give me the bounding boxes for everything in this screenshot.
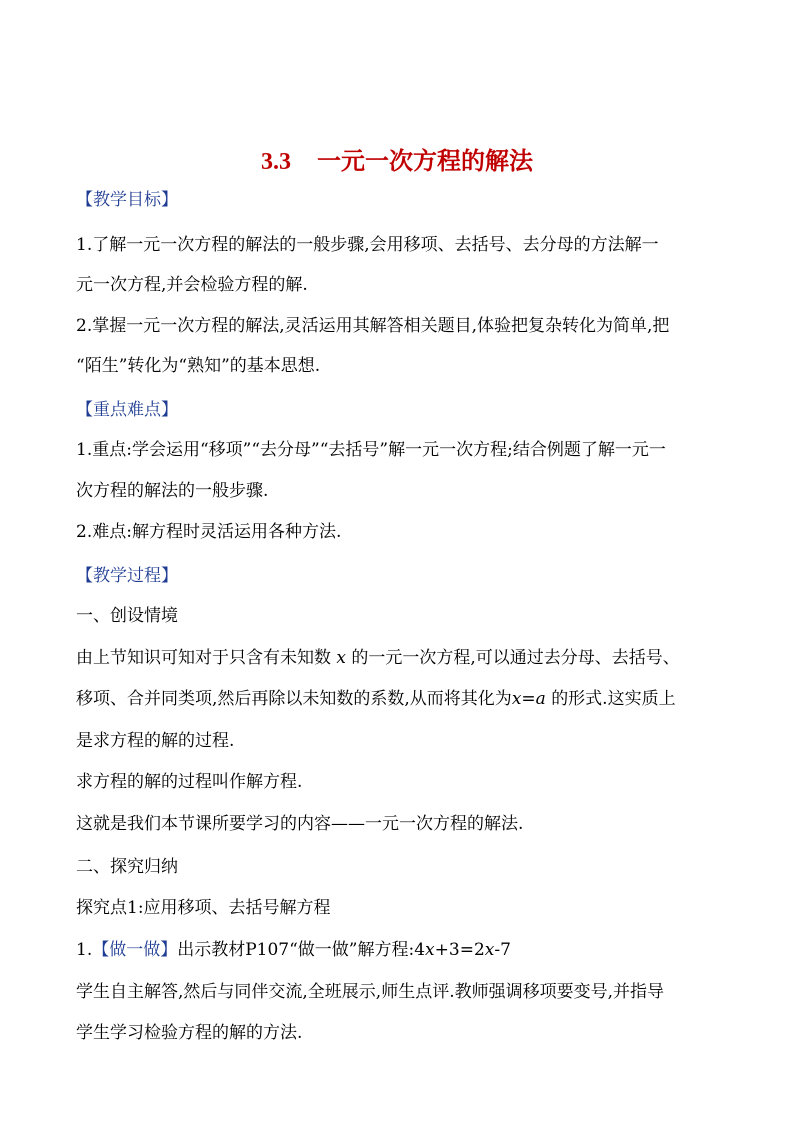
title-text: 一元一次方程的解法	[317, 146, 533, 175]
process-heading: 【教学过程】	[76, 566, 178, 586]
do-text-c: -7	[494, 940, 511, 960]
goal-1-line-2: 元一次方程,并会检验方程的解.	[76, 275, 308, 295]
p1-text-b: 的一元一次方程,可以通过去分母、去括号、	[351, 648, 680, 668]
key-1-line-1: 1.重点:学会运用“移项”“去分母”“去括号”解一元一次方程;结合例题了解一元一	[76, 440, 666, 460]
explore-point-1: 探究点1:应用移项、去括号解方程	[76, 898, 331, 918]
paragraph-1-line-1	[76, 646, 680, 670]
do-text-a: 出示教材P107“做一做”解方程:4	[177, 940, 426, 960]
goal-1-line-1: 1.了解一元一次方程的解法的一般步骤,会用移项、去括号、去分母的方法解一	[76, 235, 659, 255]
goals-heading: 【教学目标】	[76, 190, 178, 210]
key-points-heading: 【重点难点】	[76, 400, 178, 420]
key-1-line-2: 次方程的解法的一般步骤.	[76, 481, 269, 501]
p1-text-a: 由上节知识可知对于只含有未知数	[76, 648, 331, 668]
do-var-1: x	[425, 940, 435, 960]
key-2-line-1: 2.难点:解方程时灵活运用各种方法.	[76, 522, 342, 542]
paragraph-2: 求方程的解的过程叫作解方程.	[76, 772, 303, 792]
part-2-heading: 二、探究归纳	[76, 857, 178, 877]
p1-variable: x	[336, 648, 346, 668]
part-1-heading: 一、创设情境	[76, 606, 178, 626]
paragraph-1-line-3: 是求方程的解的过程.	[76, 731, 235, 751]
do-prefix: 1.	[76, 940, 93, 960]
page-title	[0, 146, 794, 177]
goal-2-line-1: 2.掌握一元一次方程的解法,灵活运用其解答相关题目,体验把复杂转化为简单,把	[76, 316, 670, 336]
goal-2-line-2: “陌生”转化为“熟知”的基本思想.	[76, 356, 321, 376]
paragraph-1-line-2	[76, 687, 676, 711]
p2-text-b: 的形式.这实质上	[551, 689, 676, 709]
student-activity-line-2: 学生学习检验方程的解的方法.	[76, 1023, 303, 1043]
p2-variable: x=a	[511, 689, 546, 709]
do-text-b: +3=2	[434, 940, 485, 960]
student-activity-line-1: 学生自主解答,然后与同伴交流,全班展示,师生点评.教师强调移项要变号,并指导	[76, 982, 665, 1002]
do-it-line	[76, 938, 511, 962]
paragraph-3: 这就是我们本节课所要学习的内容——一元一次方程的解法.	[76, 814, 524, 834]
p2-text-a: 移项、合并同类项,然后再除以未知数的系数,从而将其化为	[76, 689, 512, 709]
do-var-2: x	[484, 940, 495, 960]
do-it-tag: 【做一做】	[92, 940, 178, 960]
section-number: 3.3	[261, 149, 291, 175]
